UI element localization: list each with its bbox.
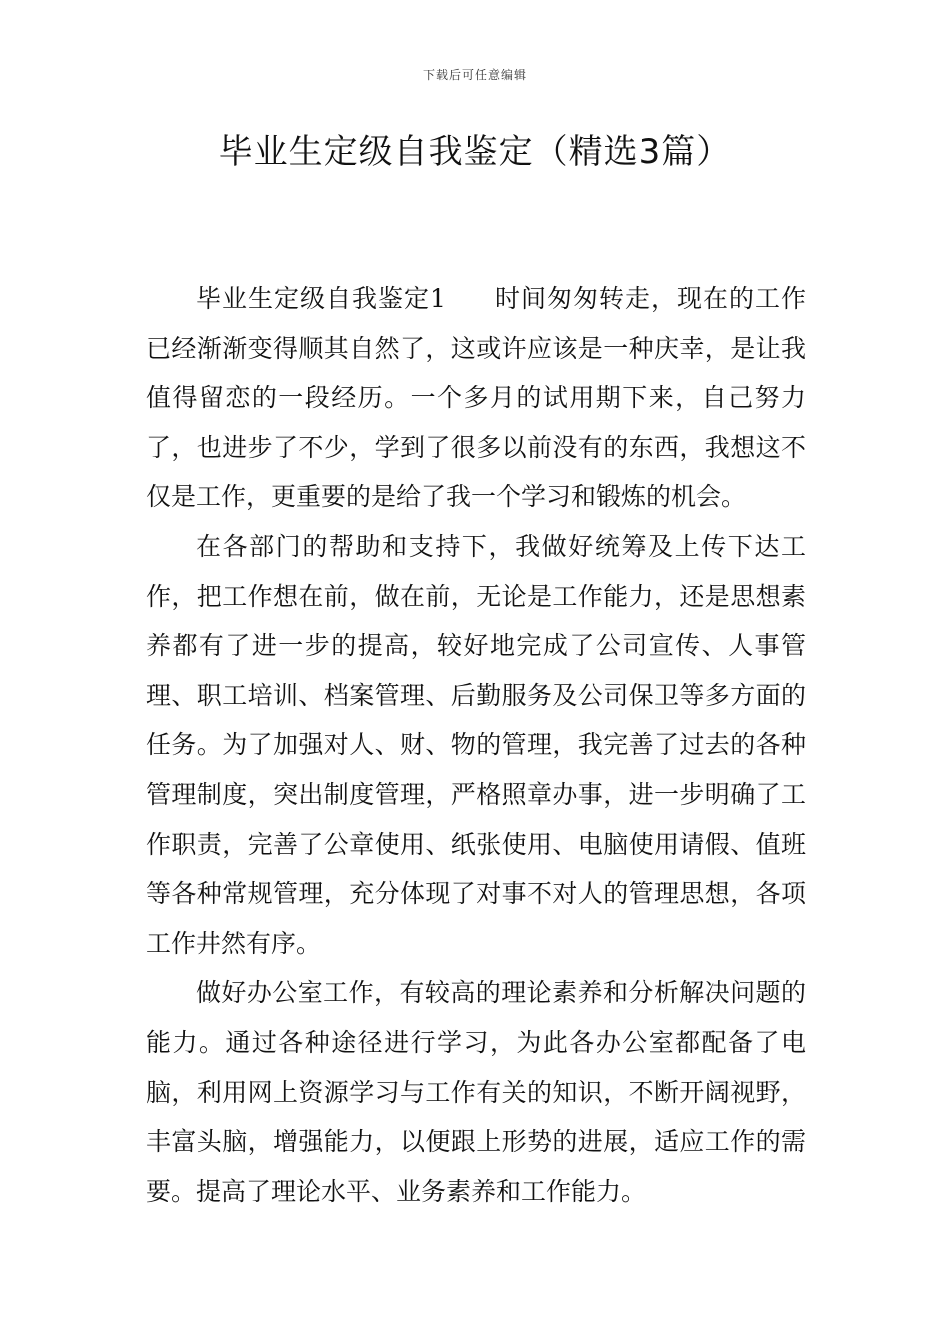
paragraph-text: 时间匆匆转走，现在的工作已经渐渐变得顺其自然了，这或许应该是一种庆幸，是让我值得留恋的一段经历。一个多月的试用期下来，自己努力了，也进步了不少，学到了很多以前没有的东西，我想这不仅是工作，更重要的是给了我一个学习和锻炼的机会。: [146, 284, 806, 512]
document-body: [146, 274, 806, 1216]
section-heading: 毕业生定级自我鉴定1: [196, 284, 446, 313]
paragraph-2: 在各部门的帮助和支持下，我做好统筹及上传下达工作，把工作想在前，做在前，无论是工作能力，还是思想素养都有了进一步的提高，较好地完成了公司宣传、人事管理、职工培训、档案管理、后勤服务及公司保卫等多方面的任务。为了加强对人、财、物的管理，我完善了过去的各种管理制度，突出制度管理，严格照章办事，进一步明确了工作职责，完善了公章使用、纸张使用、电脑使用请假、值班等各种常规管理，充分体现了对事不对人的管理思想，各项工作井然有序。: [146, 531, 806, 958]
paragraph-1: [146, 274, 806, 522]
document-title: 毕业生定级自我鉴定（精选3篇）: [218, 132, 732, 172]
header-note: 下载后可任意编辑: [422, 68, 527, 82]
paragraph-3: 做好办公室工作，有较高的理论素养和分析解决问题的能力。通过各种途径进行学习，为此各办公室都配备了电脑，利用网上资源学习与工作有关的知识，不断开阔视野，丰富头脑，增强能力，以便跟上形势的进展，适应工作的需要。提高了理论水平、业务素养和工作能力。: [146, 978, 806, 1206]
